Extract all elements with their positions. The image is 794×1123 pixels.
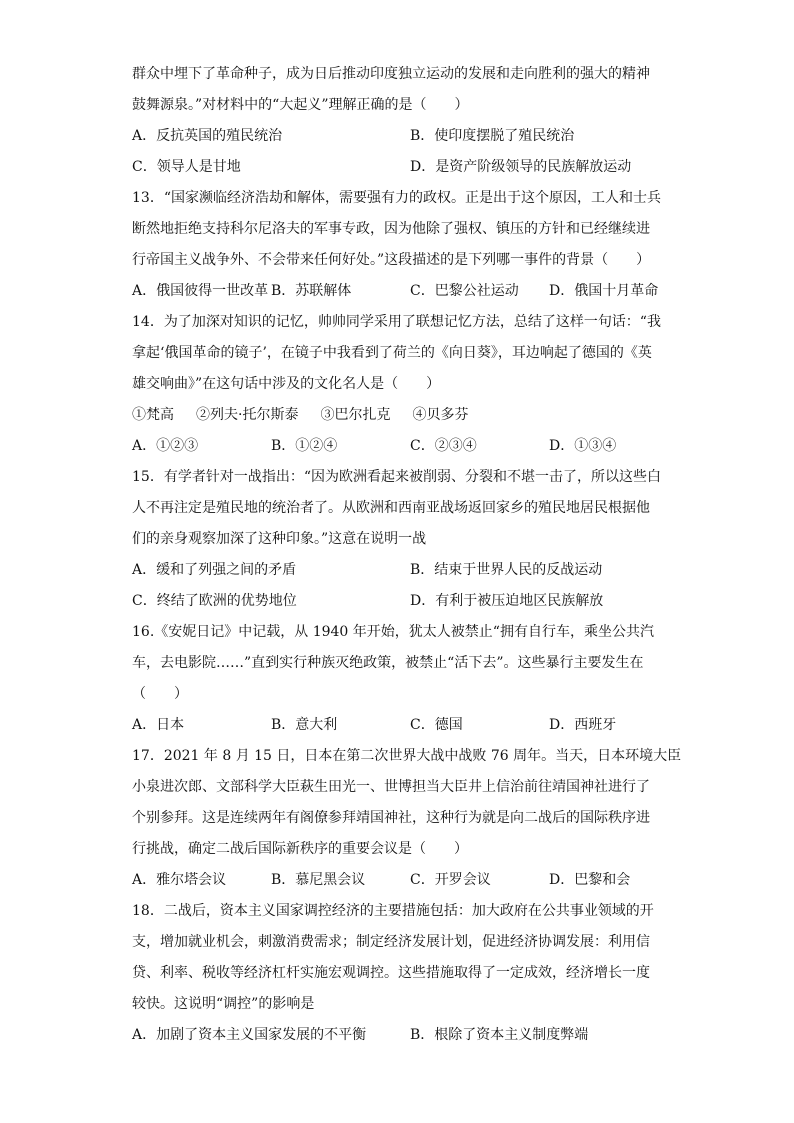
option-a[interactable]: A．①②③ (132, 438, 199, 454)
option-c[interactable]: C．巴黎公社运动 (410, 283, 519, 299)
question-text-line: 15．有学者针对一战指出：“因为欧洲看起来被削弱、分裂和不堪一击了，所以这些白 (132, 469, 661, 485)
option-c[interactable]: C．德国 (410, 717, 463, 733)
option-d[interactable]: D．西班牙 (549, 717, 617, 733)
option-row (132, 868, 662, 899)
option-row (132, 1023, 662, 1054)
option-b[interactable]: B．结束于世界人民的反战运动 (410, 562, 603, 578)
option-row (132, 279, 662, 310)
question-text-line: 小泉进次郎、文部科学大臣萩生田光一、世博担当大臣井上信治前往靖国神社进行了 (132, 779, 650, 795)
option-row (132, 434, 662, 465)
option-d[interactable]: D．有利于被压迫地区民族解放 (410, 593, 604, 609)
option-row (132, 124, 662, 155)
option-row (132, 713, 662, 744)
question-text-line: 支，增加就业机会，刺激消费需求；制定经济发展计划，促进经济协调发展：利用信 (132, 934, 650, 950)
option-d[interactable]: D．是资产阶级领导的民族解放运动 (410, 159, 632, 175)
option-a[interactable]: A．雅尔塔会议 (132, 872, 227, 888)
option-b[interactable]: B．①②④ (271, 438, 338, 454)
option-a[interactable]: A．日本 (132, 717, 185, 733)
question-text-line: 16.《安妮日记》中记载，从 1940 年开始，犹太人被禁止“拥有自行车，乘坐公共汽 (132, 624, 654, 640)
question-text-line: 13．“国家濒临经济浩劫和解体，需要强有力的政权。正是出于这个原因，工人和士兵 (132, 190, 661, 206)
option-c[interactable]: C．终结了欧洲的优势地位 (132, 593, 297, 609)
question-text-line: 较快。这说明“调控”的影响是 (132, 996, 315, 1012)
question-text-line: 鼓舞源泉。”对材料中的“大起义”理解正确的是（ ） (132, 97, 469, 113)
question-text-line: 行帝国主义战争外、不会带来任何好处。”这段描述的是下列哪一事件的背景（ ） (132, 252, 651, 268)
question-text-line: 个别参拜。这是连续两年有阁僚参拜靖国神社，这种行为就是向二战后的国际秩序进 (132, 810, 650, 826)
option-b[interactable]: B．苏联解体 (271, 283, 352, 299)
question-text-line: 拿起‘俄国革命的镜子’，在镜子中我看到了荷兰的《向日葵》，耳边响起了德国的《英 (132, 345, 652, 361)
option-d[interactable]: D．巴黎和会 (549, 872, 631, 888)
question-text-line: 群众中埋下了革命种子，成为日后推动印度独立运动的发展和走向胜利的强大的精神 (132, 66, 650, 82)
question-list (132, 62, 682, 1054)
item-2: ②列夫·托尔斯泰 (196, 407, 299, 423)
item-4: ④贝多芬 (412, 407, 469, 423)
question-text-line: 行挑战，确定二战后国际新秩序的重要会议是（ ） (132, 841, 468, 857)
question-text-line: 17．2021 年 8 月 15 日，日本在第二次世界大战中战败 76 周年。当天，日本环境大臣 (132, 748, 682, 764)
option-c[interactable]: C．②③④ (410, 438, 477, 454)
question-text-line: 车，去电影院……”直到实行种族灭绝政策，被禁止“活下去”。这些暴行主要发生在 (132, 655, 644, 671)
question-text-line: 贷、利率、税收等经济杠杆实施宏观调控。这些措施取得了一定成效，经济增长一度 (132, 965, 650, 981)
question-13 (132, 186, 662, 310)
option-d[interactable]: D．①③④ (549, 438, 617, 454)
option-a[interactable]: A．加剧了资本主义国家发展的不平衡 (132, 1027, 367, 1043)
question-text-line: 人不再注定是殖民地的统治者了。从欧洲和西南亚战场返回家乡的殖民地居民根据他 (132, 500, 650, 516)
question-16 (132, 620, 662, 744)
question-text-line: 们的亲身观察加深了这种印象。”这意在说明一战 (132, 531, 427, 547)
option-b[interactable]: B．根除了资本主义制度弊端 (410, 1027, 589, 1043)
option-a[interactable]: A．反抗英国的殖民统治 (132, 128, 283, 144)
numbered-items (132, 403, 662, 434)
question-17 (132, 744, 682, 899)
option-c[interactable]: C．开罗会议 (410, 872, 491, 888)
option-row (132, 155, 662, 186)
question-18 (132, 899, 662, 1054)
question-text-line: （ ） (132, 686, 188, 702)
option-b[interactable]: B．意大利 (271, 717, 338, 733)
question-12 (132, 62, 662, 186)
question-15 (132, 465, 662, 620)
question-text-line: 14．为了加深对知识的记忆，帅帅同学采用了联想记忆方法，总结了这样一句话：“我 (132, 314, 661, 330)
option-d[interactable]: D．俄国十月革命 (549, 283, 659, 299)
option-b[interactable]: B．慕尼黑会议 (271, 872, 366, 888)
question-text-line: 18．二战后，资本主义国家调控经济的主要措施包括：加大政府在公共事业领域的开 (132, 903, 654, 919)
option-row (132, 589, 662, 620)
question-text-line: 断然地拒绝支持科尔尼洛夫的军事专政，因为他除了强权、镇压的方针和已经继续进 (132, 221, 650, 237)
question-14 (132, 310, 662, 465)
option-a[interactable]: A．俄国彼得一世改革 (132, 283, 269, 299)
option-c[interactable]: C．领导人是甘地 (132, 159, 241, 175)
item-1: ①梵高 (132, 407, 174, 423)
question-text-line: 雄交响曲》”在这句话中涉及的文化名人是（ ） (132, 376, 441, 392)
option-a[interactable]: A．缓和了列强之间的矛盾 (132, 562, 297, 578)
item-3: ③巴尔扎克 (320, 407, 391, 423)
option-row (132, 558, 662, 589)
option-b[interactable]: B．使印度摆脱了殖民统治 (410, 128, 575, 144)
